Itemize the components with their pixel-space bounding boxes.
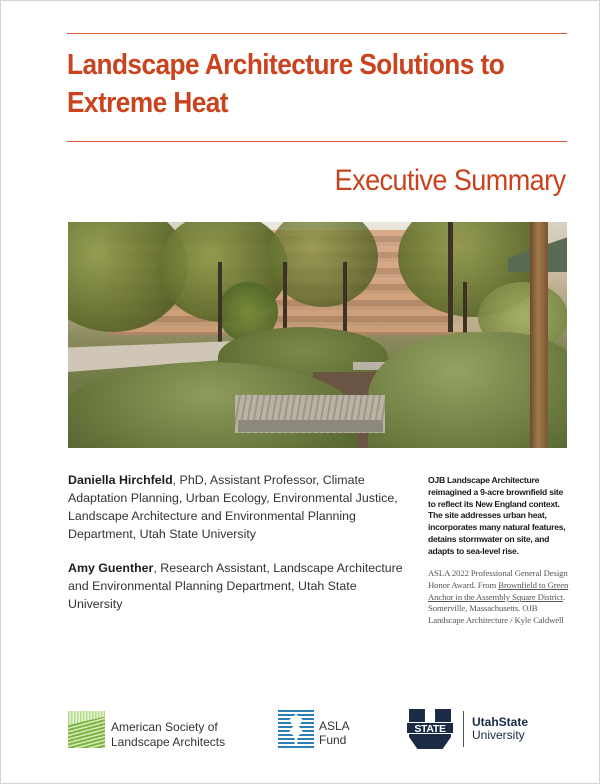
- asla-fund-striped-icon: [278, 710, 314, 748]
- asla-logo-line1: American Society of: [111, 720, 218, 734]
- asla-logo-line2: Landscape Architects: [111, 734, 226, 749]
- fund-logo-line2: Fund: [319, 733, 347, 747]
- cover-photo: [68, 222, 567, 448]
- title-rule: [67, 141, 567, 142]
- project-link[interactable]: Brownfield to Green Anchor in the Assembly Square District: [428, 579, 569, 602]
- author-affiliation: , PhD, Assistant Professor, Climate Adaptation Planning, Urban Ecology, Environmental Justice, Landscape Architecture and Environmental Planning Department, Utah State University: [68, 473, 398, 541]
- author-list: [68, 471, 403, 629]
- asla-fund-logo: [278, 710, 350, 748]
- usu-logo-text: [472, 716, 528, 742]
- document-subtitle: Executive Summary: [335, 164, 566, 197]
- photo-caption: OJB Landscape Architecture reimagined a 9-acre brownfield site to reflect its New England context. The site addresses urban heat, incorporates many natural features, detains stormwater on site, and adapts to sea-level rise.: [428, 475, 566, 556]
- author-name: Daniella Hirchfeld: [68, 473, 173, 487]
- author-name: Amy Guenther: [68, 561, 154, 575]
- document-title: Landscape Architecture Solutions to Extreme Heat: [67, 49, 505, 119]
- photo-tree-trunk: [448, 222, 453, 332]
- usu-divider: [463, 711, 464, 747]
- fund-logo-line1: ASLA: [319, 719, 350, 733]
- author-entry: [68, 559, 403, 613]
- asla-landscape-icon: [68, 711, 105, 748]
- author-entry: [68, 471, 403, 543]
- usu-logo-line1: UtahState: [472, 715, 529, 729]
- asla-logo-text: [111, 720, 225, 749]
- top-rule: [67, 33, 567, 34]
- credit-suffix: . Somerville, Massachusetts. OJB Landscape Architecture / Kyle Caldwell: [428, 591, 566, 626]
- photo-foreground-trunk: [530, 222, 548, 448]
- usu-logo-line2: University: [472, 728, 525, 742]
- asla-logo: [68, 710, 225, 749]
- photo-credit: [428, 568, 570, 627]
- usu-state-wordmark: STATE: [406, 722, 454, 734]
- utah-state-logo: [406, 709, 528, 749]
- author-affiliation: , Research Assistant, Landscape Architecture and Environmental Planning Department, Utah State University: [68, 561, 403, 611]
- usu-block-u-icon: [406, 709, 454, 749]
- asla-fund-logo-text: [319, 719, 350, 747]
- photo-boardwalk-edge: [238, 420, 383, 432]
- credit-prefix: ASLA 2022 Professional General Design Honor Award. From: [428, 568, 568, 590]
